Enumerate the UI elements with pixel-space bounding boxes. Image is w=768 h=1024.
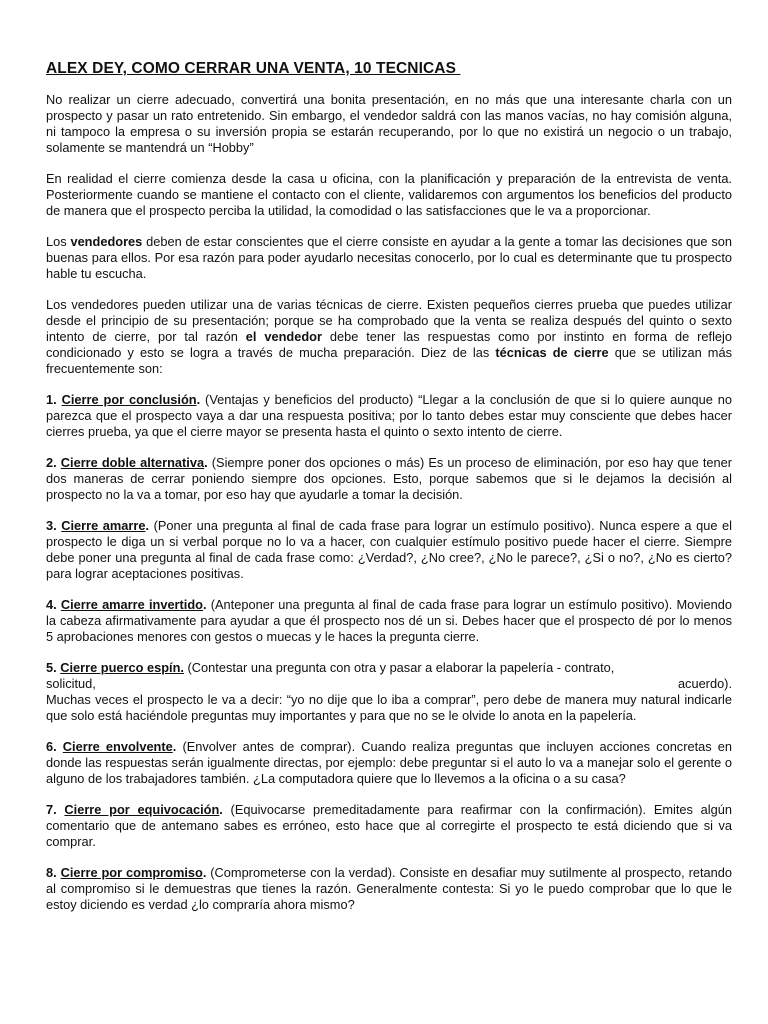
technique-text: (Anteponer una pregunta al final de cada frase para lograr un estímulo positivo). Moviendo la cabeza afirmativamente para ayudar a que él prospecto nos dé un si. Debes hacer que el prospecto dé por lo menos 5 aprobaciones menores con gestos o muecas y le haces la pregunta cierre. — [46, 597, 732, 644]
text-run: Los — [46, 234, 71, 249]
technique-dot: . — [219, 802, 223, 817]
technique-text: (Envolver antes de comprar). Cuando realiza preguntas que incluyen acciones concretas en donde las respuestas serán igualmente directas, por ejemplo: debe preguntar si el auto lo va a manejar solo el gerente o alguno de los trabajadores también. ¿La computadora quiere que lo llevemos a la oficina o a su casa? — [46, 739, 733, 786]
split-right-text: acuerdo). — [677, 676, 732, 691]
intro-paragraph-1: No realizar un cierre adecuado, convertirá una bonita presentación, en no más que una interesante charla con un prospecto y pasar un rato entretenido. Sin embargo, el vendedor saldrá con las manos vacías, no hay comisión alguna, ni tampoco la empresa o su inversión propia se estarán recuperando, por lo que no existirá un negocio o un trabajo, solamente se mantendrá un “Hobby” — [46, 92, 732, 155]
technique-text: (Comprometerse con la verdad). Consiste en desafiar muy sutilmente al prospecto, retando al compromiso si le demuestras que tienes la razón. Generalmente contesta: Si yo le puedo comprobar que lo que le estoy diciendo es verdad ¿lo compraría ahora mismo? — [46, 865, 732, 912]
technique-dot: . — [203, 597, 207, 612]
split-left-text: solicitud, — [46, 676, 96, 691]
bold-vendedores: vendedores — [70, 234, 143, 249]
technique-dot: . — [202, 865, 207, 880]
technique-dot: . — [145, 518, 150, 533]
technique-name: Cierre amarre — [61, 518, 146, 533]
technique-name: Cierre doble alternativa — [60, 455, 205, 470]
technique-dot: . — [172, 739, 177, 754]
technique-name: Cierre por compromiso — [60, 865, 203, 880]
technique-name: Cierre por equivocación — [64, 802, 220, 817]
bold-tecnicas-de-cierre: técnicas de cierre — [495, 345, 609, 360]
paragraph-vendedores — [46, 234, 732, 282]
bold-el-vendedor: el vendedor — [245, 329, 322, 344]
technique-item-1 — [46, 392, 732, 440]
technique-item-6 — [46, 739, 732, 787]
technique-number: 5. — [46, 660, 61, 675]
technique-item-7 — [46, 802, 732, 850]
technique-name: Cierre envolvente — [62, 739, 173, 754]
technique-text: (Ventajas y beneficios del producto) “Llegar a la conclusión de que si lo quiere aunque no parezca que el prospecto vaya a dar una respuesta positiva; por lo tanto debes estar muy consciente que debes hacer cierres prueba, ya que el cierre mayor se presenta hasta el quinto o sexto intento de cierre. — [46, 392, 732, 439]
technique-5-continuation: Muchas veces el prospecto le va a decir: “yo no dije que lo iba a comprar”, pero debe de manera muy natural indicarle que solo está haciéndole preguntas muy importantes y para que no se le olvide lo anota en la papelería. — [46, 692, 732, 723]
technique-item-8 — [46, 865, 732, 913]
technique-name: Cierre puerco espín. — [60, 660, 184, 675]
document-title: ALEX DEY, COMO CERRAR UNA VENTA, 10 TECNICAS — [46, 60, 461, 77]
technique-item-3 — [46, 518, 732, 582]
technique-number: 2. — [46, 455, 61, 470]
technique-number: 3. — [46, 518, 62, 533]
technique-item-5 — [46, 660, 732, 676]
technique-name: Cierre por conclusión — [61, 392, 197, 407]
technique-number: 6. — [46, 739, 63, 754]
document-page — [46, 60, 732, 928]
text-run: debe tener las respuestas como por instinto en forma de reflejo condicionado y esto se logra a través de mucha preparación. Diez de las — [46, 329, 733, 360]
technique-item-4 — [46, 597, 732, 645]
technique-dot: . — [196, 392, 201, 407]
text-run: Los vendedores pueden utilizar una de varias técnicas de cierre. Existen pequeños cierres prueba que puedes utilizar desde el principio de su presentación; porque se ha comprobado que la venta se realiza después del quinto o sexto intento de cierre, por tal razón — [46, 297, 732, 344]
text-run: que se utilizan más frecuentemente son: — [46, 345, 732, 376]
technique-number: 1. — [46, 392, 62, 407]
technique-name: Cierre amarre invertido — [60, 597, 203, 612]
technique-text: (Siempre poner dos opciones o más) Es un proceso de eliminación, por eso hay que tener dos maneras de cerrar poniendo siempre dos opciones. Esto, porque sabemos que si le dejamos la decisión al prospecto no la va a tomar, por eso hay que ayudarle a tomar la decisión. — [46, 455, 733, 502]
text-run: deben de estar conscientes que el cierre consiste en ayudar a la gente a tomar las decisiones que son buenas para ellos. Por esa razón para poder ayudarlo necesitas conocerlo, por lo cual es determinante que tu prospecto hable tu escucha. — [46, 234, 732, 281]
technique-number: 7. — [46, 802, 65, 817]
technique-dot: . — [204, 455, 208, 470]
technique-text: (Poner una pregunta al final de cada frase para lograr un estímulo positivo). Nunca espere a que el prospecto le diga un si verbal porque no lo va a hacer, con cualquier estímulo positivo puede hacer el cierre. Siempre debe poner una pregunta al final de cada frase como: ¿Verdad?, ¿No cree?, ¿No le parece?, ¿Si o no?, ¿No es cierto? para lograr aceptaciones positivas. — [46, 518, 732, 581]
technique-number: 4. — [46, 597, 61, 612]
paragraph-tecnicas-intro — [46, 297, 732, 377]
technique-item-2 — [46, 455, 732, 503]
technique-text: (Equivocarse premeditadamente para reafirmar con la confirmación). Emites algún comentario que de antemano sabes es erróneo, esto hace que al corregirte el prospecto te está diciendo que si va comprar. — [46, 802, 732, 849]
intro-paragraph-2: En realidad el cierre comienza desde la casa u oficina, con la planificación y preparación de la entrevista de venta. Posteriormente cuando se mantiene el contacto con el cliente, validaremos con argumentos los beneficios del producto de manera que el prospecto perciba la utilidad, la comodidad o las satisfacciones que le va a proporcionar. — [46, 171, 732, 218]
technique-text: (Contestar una pregunta con otra y pasar a elaborar la papelería - contrato, — [183, 660, 615, 675]
technique-5-split-line — [46, 676, 732, 692]
technique-number: 8. — [46, 865, 61, 880]
